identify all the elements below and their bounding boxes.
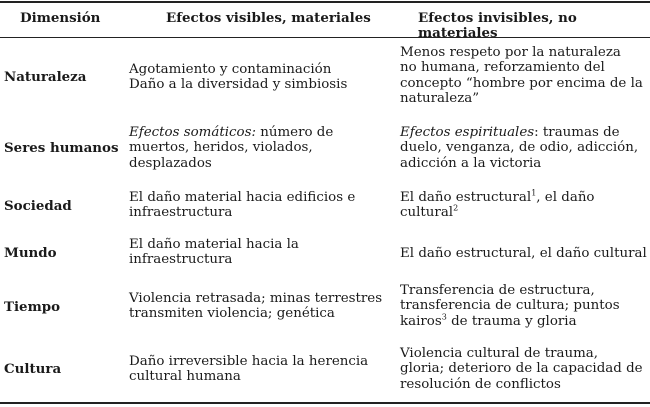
row-invisible-naturaleza: Menos respeto por la naturaleza no humana, reforzamiento del concepto “hombre por encima de la naturaleza” [400, 45, 643, 107]
row-dimension-sociedad: Sociedad [4, 198, 72, 214]
row-invisible-sociedad: El daño estructural$^1$, el daño cultural$^2$ [400, 188, 595, 221]
row-invisible-seres-humanos: Efectos espirituales: traumas de duelo, venganza, de odio, adicción, adicción a la victoria [400, 125, 639, 171]
row-visible-seres-humanos: Efectos somáticos: número de muertos, heridos, violados, desplazados [129, 125, 334, 171]
row-dimension-cultura: Cultura [4, 361, 62, 377]
row-dimension-seres-humanos: Seres humanos [4, 140, 119, 156]
row-visible-tiempo: Violencia retrasada; minas terrestres transmiten violencia; genética [129, 291, 383, 322]
row-visible-cultura: Daño irreversible hacia la herencia cultural humana [129, 354, 369, 385]
row-visible-sociedad: El daño material hacia edificios e infraestructura [129, 190, 356, 221]
row-invisible-mundo: El daño estructural, el daño cultural [400, 246, 647, 261]
row-dimension-tiempo: Tiempo [4, 299, 61, 315]
row-visible-naturaleza: Agotamiento y contaminación Daño a la diversidad y simbiosis [129, 62, 348, 93]
row-dimension-mundo: Mundo [4, 245, 57, 261]
top-rule [0, 1, 650, 3]
row-visible-mundo: El daño material hacia la infraestructura [129, 237, 299, 268]
row-invisible-tiempo: Transferencia de estructura, transferencia de cultura; puntos kairos$^3$ de trauma y gloria [400, 283, 620, 329]
header-visible: Efectos visibles, materiales [166, 10, 371, 26]
row-dimension-naturaleza: Naturaleza [4, 69, 87, 85]
header-invisible: Efectos invisibles, no materiales [418, 10, 577, 42]
row-invisible-cultura: Violencia cultural de trauma, gloria; deterioro de la capacidad de resolución de conflictos [400, 346, 643, 392]
header-dimension: Dimensión [20, 10, 101, 26]
bottom-rule [0, 402, 650, 404]
